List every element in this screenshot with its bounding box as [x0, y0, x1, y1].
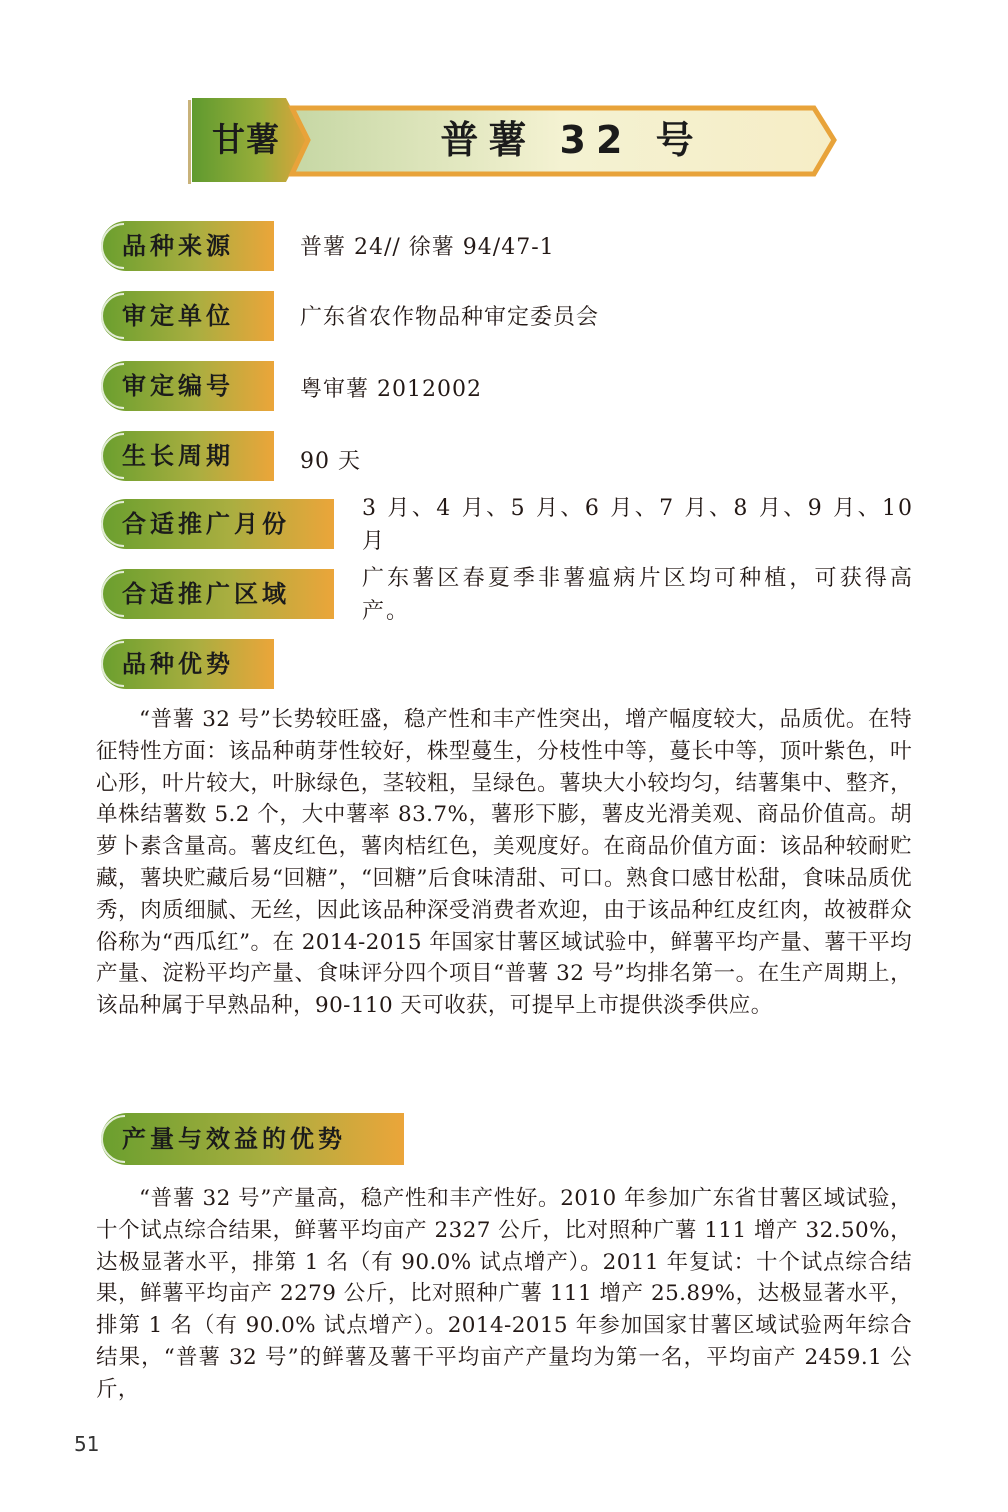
label-yield: 产量与效益的优势 [98, 1110, 406, 1168]
category-text: 甘薯 [212, 120, 280, 159]
value-growth-cycle: 90 天 [300, 449, 361, 474]
page-number: 51 [74, 1432, 100, 1456]
advantages-paragraph: “普薯 32 号”长势较旺盛，稳产性和丰产性突出，增产幅度较大，品质优。在特征特性方面：该品种萌芽性较好，株型蔓生，分枝性中等，蔓长中等，顶叶紫色，叶心形，叶片较大，叶脉绿色，茎较粗，呈绿色。薯块大小较均匀，结薯集中、整齐，单株结薯数 5.2 个，大中薯率 83.7%，薯形下膨，薯皮光滑美观、商品价值高。胡萝卜素含量高。薯皮红色，薯肉桔红色，美观度好。在商品价值方面：该品种较耐贮藏，薯块贮藏后易“回糖”，“回糖”后食味清甜、可口。熟食口感甘松甜，食味品质优秀，肉质细腻、无丝，因此该品种深受消费者欢迎，由于该品种红皮红肉，故被群众俗称为“西瓜红”。在 2014-2015 年国家甘薯区域试验中，鲜薯平均产量、薯干平均产量、淀粉平均产量、食味评分四个项目“普薯 32 号”均排名第一。在生产周期上，该品种属于早熟品种，90-110 天可收获，可提早上市提供淡季供应。 [96, 707, 912, 1019]
label-months: 合适推广月份 [98, 496, 336, 552]
value-region: 广东薯区春夏季非薯瘟病片区均可种植，可获得高产。 [362, 566, 914, 624]
title-banner [188, 96, 840, 184]
label-source: 品种来源 [98, 218, 276, 274]
label-approval-unit: 审定单位 [98, 288, 276, 344]
label-region: 合适推广区域 [98, 566, 336, 622]
yield-paragraph: “普薯 32 号”产量高，稳产性和丰产性好。2010 年参加广东省甘薯区域试验，十个试点综合结果，鲜薯平均亩产 2327 公斤，比对照种广薯 111 增产 32.50%，达极显著水平，排第 1 名（有 90.0% 试点增产）。2011 年复试：十个试点综合结果，鲜薯平均亩产 2279 公斤，比对照种广薯 111 增产 25.89%，达极显著水平，排第 1 名（有 90.0% 试点增产）。2014-2015 年参加国家甘薯区域试验两年综合结果，“普薯 32 号”的鲜薯及薯干平均亩产产量均为第一名，平均亩产 2459.1 公斤， [96, 1186, 912, 1402]
label-approval-number: 审定编号 [98, 358, 276, 414]
value-source: 普薯 24// 徐薯 94/47-1 [300, 235, 555, 260]
value-months: 3 月、4 月、5 月、6 月、7 月、8 月、9 月、10 月 [362, 496, 914, 554]
label-advantages: 品种优势 [98, 636, 276, 692]
value-approval-number: 粤审薯 2012002 [300, 377, 482, 402]
value-approval-unit: 广东省农作物品种审定委员会 [300, 305, 600, 330]
variety-title: 普薯 32 号 [440, 118, 704, 162]
label-growth-cycle: 生长周期 [98, 428, 276, 484]
category-tag [188, 96, 304, 184]
